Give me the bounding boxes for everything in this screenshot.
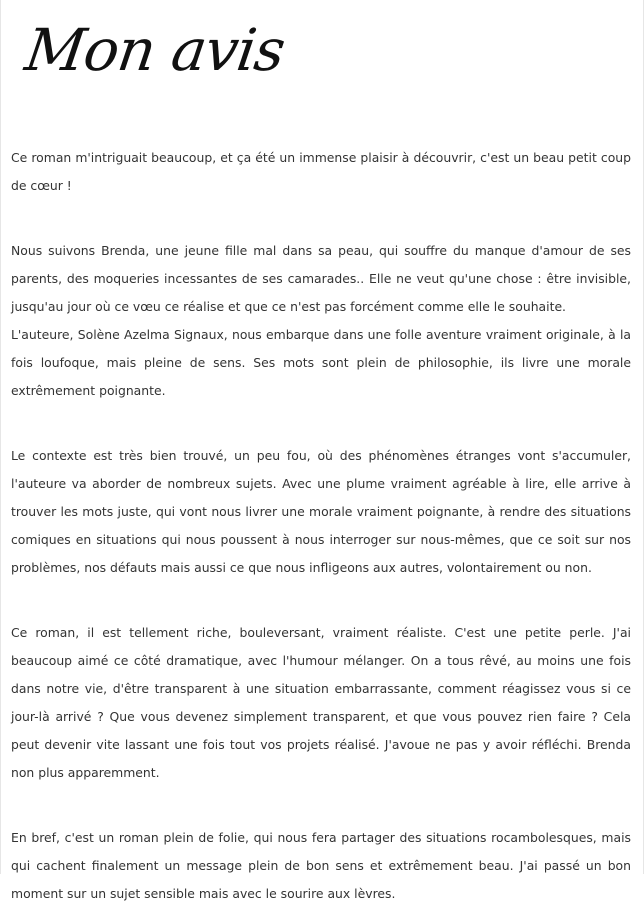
paragraph-spacer (11, 200, 631, 237)
context-paragraph: Le contexte est très bien trouvé, un peu fou, où des phénomènes étranges vont s'accumuler, l'auteure va aborder de nombreux sujets. Avec une plume vraiment agréable à lire, elle arrive à trouver les mots juste, qui vont nous livrer une morale vraiment poignante, à rendre des situations comiques en situations qui nous poussent à nous interroger sur nous-mêmes, que ce soit sur nos problèmes, nos défauts mais aussi ce que nous infligeons aux autres, volontairement ou non. (11, 448, 631, 575)
paragraph-spacer (11, 787, 631, 824)
summary-paragraph: Nous suivons Brenda, une jeune fille mal dans sa peau, qui souffre du manque d'amour de ses parents, des moqueries incessantes de ses camarades.. Elle ne veut qu'une chose : être invisible, jusqu'au jour où ce vœu ce réalise et que ce n'est pas forcément comme elle le souhaite. (11, 243, 631, 314)
author-paragraph: L'auteure, Solène Azelma Signaux, nous embarque dans une folle aventure vraiment originale, à la fois loufoque, mais pleine de sens. Ses mots sont plein de philosophie, ils livre une morale extrêmement poignante. (11, 327, 631, 398)
paragraph-spacer (11, 405, 631, 442)
intro-paragraph: Ce roman m'intriguait beaucoup, et ça été un immense plaisir à découvrir, c'est un beau petit coup de cœur ! (11, 150, 631, 193)
opinion-paragraph: Ce roman, il est tellement riche, bouleversant, vraiment réaliste. C'est une petite perle. J'ai beaucoup aimé ce côté dramatique, avec l'humour mélanger. On a tous rêvé, au moins une fois dans notre vie, d'être transparent à une situation embarrassante, comment réagissez vous si ce jour-là arrivé ? Que vous devenez simplement transparent, et que vous pouvez rien faire ? Cela peut devenir vite lassant une fois tout vos projets réalisé. J'avoue ne pas y avoir réfléchi. Brenda non plus apparemment. (11, 625, 631, 780)
paragraph-spacer (11, 582, 631, 619)
review-body (11, 144, 631, 908)
page-title: Mon avis (21, 16, 289, 84)
conclusion-paragraph: En bref, c'est un roman plein de folie, qui nous fera partager des situations rocambolesques, mais qui cachent finalement un message plein de bon sens et extrêmement beau. J'ai passé un bon moment sur un sujet sensible mais avec le sourire aux lèvres. (11, 830, 631, 901)
